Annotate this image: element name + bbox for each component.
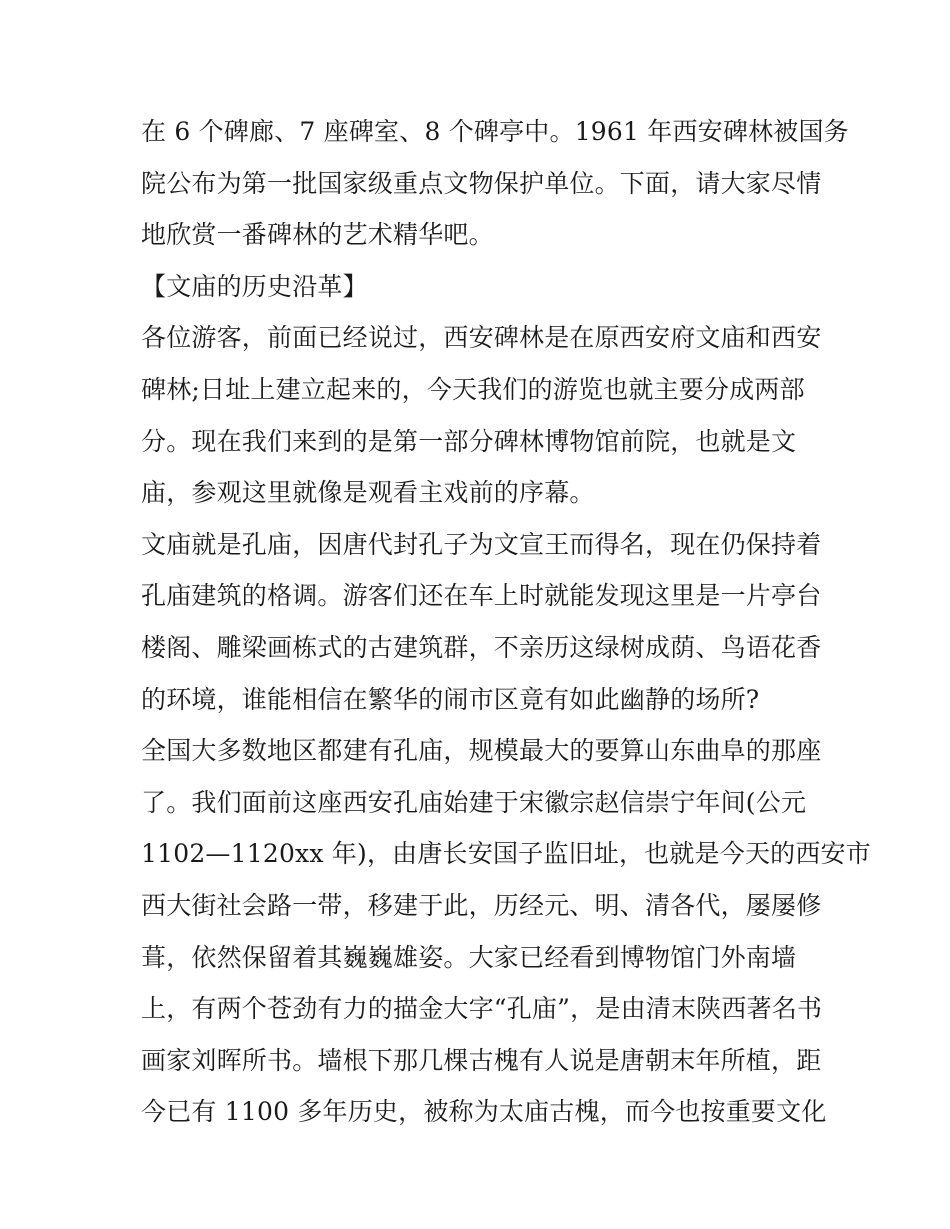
text-line: 孔庙建筑的格调。游客们还在车上时就能发现这里是一片亭台 — [141, 581, 822, 611]
text-line: 的环境，谁能相信在繁华的闹市区竟有如此幽静的场所? — [141, 684, 760, 714]
text-line: 各位游客，前面已经说过，西安碑林是在原西安府文庙和西安 — [141, 323, 822, 353]
text-line: 全国大多数地区都建有孔庙，规模最大的要算山东曲阜的那座 — [141, 736, 822, 766]
section-heading: 【文庙的历史沿革】 — [141, 271, 368, 301]
text-line: 庙，参观这里就像是观看主戏前的序幕。 — [141, 478, 595, 508]
text-line: 文庙就是孔庙，因唐代封孔子为文宣王而得名，现在仍保持着 — [141, 529, 822, 559]
text-line: 葺，依然保留着其巍巍雄姿。大家已经看到博物馆门外南墙 — [141, 942, 797, 972]
text-line: 楼阁、雕梁画栋式的古建筑群，不亲历这绿树成荫、鸟语花香 — [141, 632, 822, 662]
text-line: 在 6 个碑廊、7 座碑室、8 个碑亭中。1961 年西安碑林被国务 — [141, 117, 849, 146]
text-line: 了。我们面前这座西安孔庙始建于宋徽宗赵信崇宁年间(公元 — [141, 787, 807, 817]
text-line: 分。现在我们来到的是第一部分碑林博物馆前院，也就是文 — [141, 426, 797, 456]
text-line: 院公布为第一批国家级重点文物保护单位。下面，请大家尽情 — [141, 168, 822, 198]
text-line: 碑林;日址上建立起来的，今天我们的游览也就主要分成两部 — [141, 374, 805, 404]
text-line: 今已有 1100 多年历史，被称为太庙古槐，而今也按重要文化 — [141, 1097, 827, 1127]
text-line: 西大街社会路一带，移建于此，历经元、明、清各代，屡屡修 — [141, 890, 822, 920]
text-line: 画家刘晖所书。墙根下那几棵古槐有人说是唐朝末年所植，距 — [141, 1045, 822, 1075]
text-line: 上，有两个苍劲有力的描金大字“孔庙”，是由清末陕西著名书 — [141, 994, 823, 1024]
text-line: 1102—1120xx 年)，由唐长安国子监旧址，也就是今天的西安市 — [141, 839, 871, 869]
body-text — [141, 106, 871, 1138]
text-line: 地欣赏一番碑林的艺术精华吧。 — [141, 220, 494, 250]
